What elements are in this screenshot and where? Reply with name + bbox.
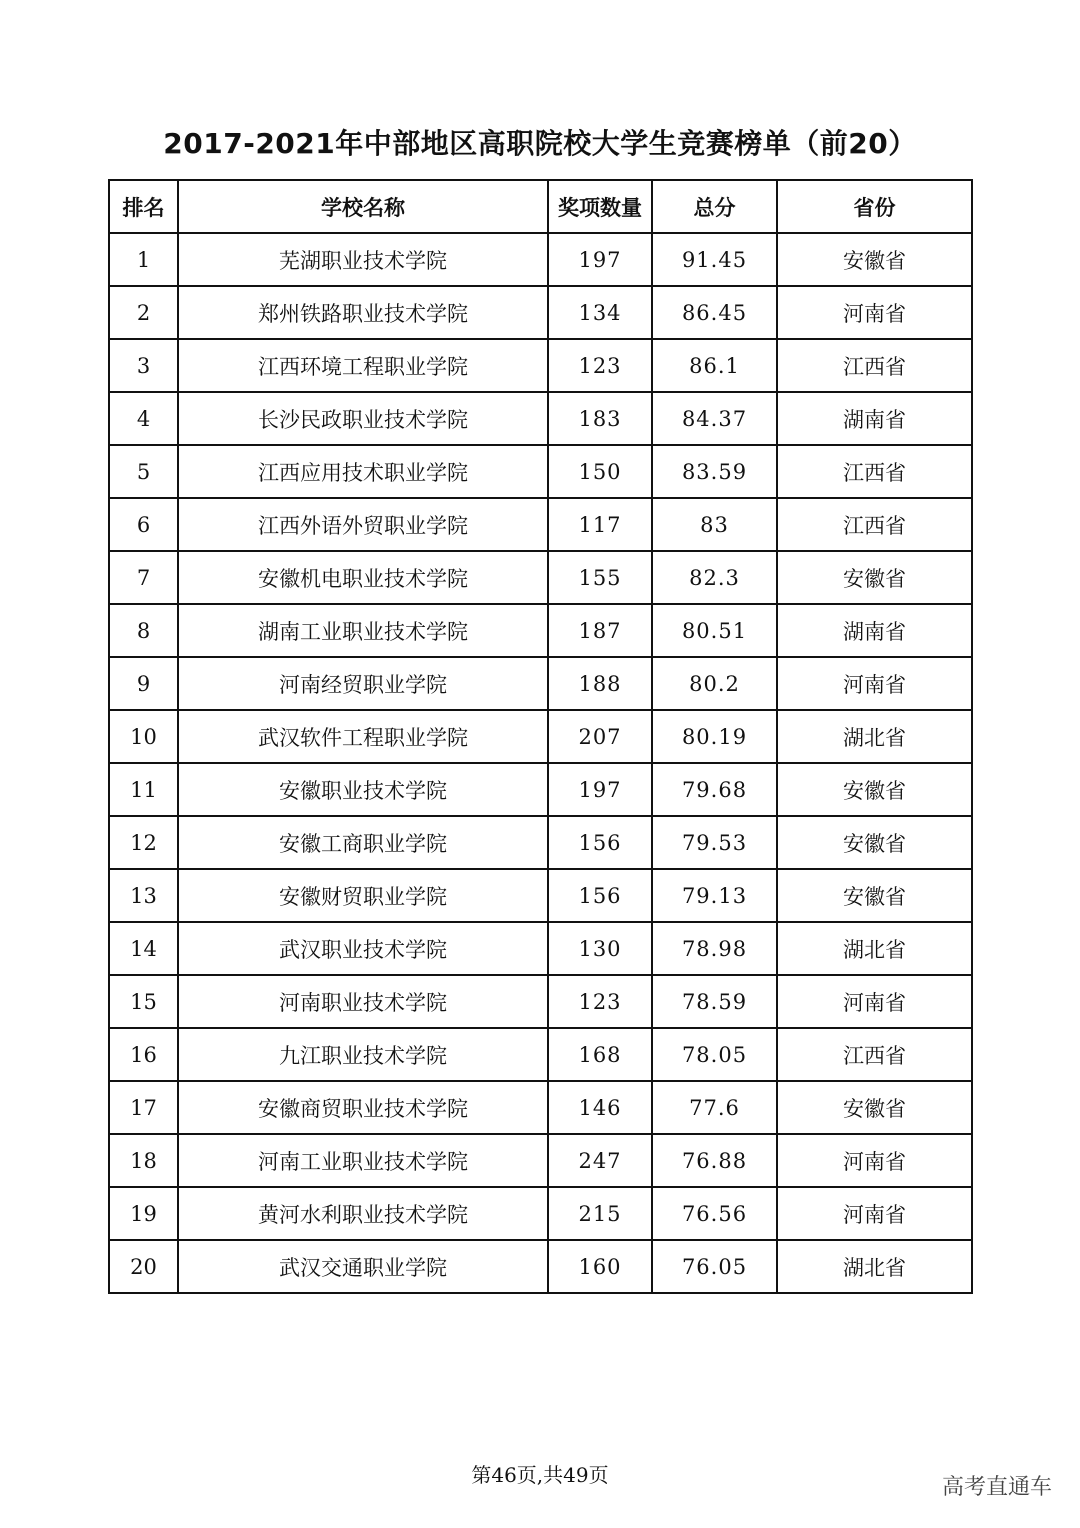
- cell-rank: 16: [109, 1028, 178, 1081]
- cell-school-name: 安徽商贸职业技术学院: [178, 1081, 548, 1134]
- cell-total-score: 79.68: [652, 763, 777, 816]
- cell-school-name: 芜湖职业技术学院: [178, 233, 548, 286]
- cell-school-name: 湖南工业职业技术学院: [178, 604, 548, 657]
- table-row: [109, 286, 972, 339]
- cell-province: 江西省: [777, 339, 972, 392]
- cell-award-count: 168: [548, 1028, 652, 1081]
- watermark: 高考直通车: [941, 1475, 1052, 1500]
- cell-total-score: 83: [652, 498, 777, 551]
- cell-total-score: 79.13: [652, 869, 777, 922]
- cell-rank: 6: [109, 498, 178, 551]
- cell-award-count: 160: [548, 1240, 652, 1293]
- cell-total-score: 76.56: [652, 1187, 777, 1240]
- table-row: [109, 1028, 972, 1081]
- table-body: [109, 233, 972, 1293]
- cell-school-name: 郑州铁路职业技术学院: [178, 286, 548, 339]
- cell-rank: 14: [109, 922, 178, 975]
- header-school-name: 学校名称: [178, 180, 548, 233]
- cell-province: 河南省: [777, 657, 972, 710]
- cell-school-name: 长沙民政职业技术学院: [178, 392, 548, 445]
- cell-award-count: 215: [548, 1187, 652, 1240]
- table-row: [109, 498, 972, 551]
- cell-total-score: 86.1: [652, 339, 777, 392]
- table-row: [109, 869, 972, 922]
- cell-province: 湖北省: [777, 1240, 972, 1293]
- cell-rank: 11: [109, 763, 178, 816]
- cell-province: 安徽省: [777, 816, 972, 869]
- cell-rank: 18: [109, 1134, 178, 1187]
- table-row: [109, 392, 972, 445]
- cell-school-name: 河南工业职业技术学院: [178, 1134, 548, 1187]
- cell-school-name: 安徽职业技术学院: [178, 763, 548, 816]
- cell-rank: 15: [109, 975, 178, 1028]
- header-award-count: 奖项数量: [548, 180, 652, 233]
- cell-award-count: 183: [548, 392, 652, 445]
- cell-rank: 20: [109, 1240, 178, 1293]
- cell-school-name: 安徽机电职业技术学院: [178, 551, 548, 604]
- table-row: [109, 604, 972, 657]
- cell-province: 安徽省: [777, 233, 972, 286]
- cell-rank: 8: [109, 604, 178, 657]
- cell-school-name: 安徽财贸职业学院: [178, 869, 548, 922]
- cell-award-count: 117: [548, 498, 652, 551]
- table-row: [109, 1134, 972, 1187]
- cell-rank: 2: [109, 286, 178, 339]
- cell-school-name: 黄河水利职业技术学院: [178, 1187, 548, 1240]
- cell-award-count: 156: [548, 869, 652, 922]
- cell-award-count: 123: [548, 339, 652, 392]
- table-header-row: [109, 180, 972, 233]
- cell-province: 湖北省: [777, 922, 972, 975]
- cell-total-score: 80.51: [652, 604, 777, 657]
- cell-province: 安徽省: [777, 763, 972, 816]
- cell-rank: 19: [109, 1187, 178, 1240]
- cell-total-score: 84.37: [652, 392, 777, 445]
- cell-total-score: 76.05: [652, 1240, 777, 1293]
- header-rank: 排名: [109, 180, 178, 233]
- cell-total-score: 86.45: [652, 286, 777, 339]
- cell-school-name: 江西外语外贸职业学院: [178, 498, 548, 551]
- cell-total-score: 80.19: [652, 710, 777, 763]
- cell-school-name: 安徽工商职业学院: [178, 816, 548, 869]
- table-row: [109, 975, 972, 1028]
- header-total-score: 总分: [652, 180, 777, 233]
- cell-school-name: 武汉交通职业学院: [178, 1240, 548, 1293]
- table-row: [109, 657, 972, 710]
- page-footer: 第46页,共49页: [471, 1463, 609, 1487]
- ranking-table: [108, 179, 973, 1294]
- cell-total-score: 78.98: [652, 922, 777, 975]
- cell-total-score: 83.59: [652, 445, 777, 498]
- table-row: [109, 445, 972, 498]
- cell-rank: 17: [109, 1081, 178, 1134]
- cell-school-name: 江西环境工程职业学院: [178, 339, 548, 392]
- cell-award-count: 146: [548, 1081, 652, 1134]
- cell-rank: 4: [109, 392, 178, 445]
- cell-total-score: 82.3: [652, 551, 777, 604]
- cell-total-score: 79.53: [652, 816, 777, 869]
- cell-school-name: 武汉职业技术学院: [178, 922, 548, 975]
- cell-province: 河南省: [777, 286, 972, 339]
- table-row: [109, 1081, 972, 1134]
- cell-province: 湖南省: [777, 604, 972, 657]
- cell-school-name: 九江职业技术学院: [178, 1028, 548, 1081]
- cell-total-score: 91.45: [652, 233, 777, 286]
- cell-province: 江西省: [777, 498, 972, 551]
- table-row: [109, 1240, 972, 1293]
- cell-school-name: 武汉软件工程职业学院: [178, 710, 548, 763]
- cell-province: 安徽省: [777, 551, 972, 604]
- cell-rank: 10: [109, 710, 178, 763]
- cell-province: 河南省: [777, 1187, 972, 1240]
- cell-award-count: 134: [548, 286, 652, 339]
- cell-total-score: 78.05: [652, 1028, 777, 1081]
- cell-province: 江西省: [777, 445, 972, 498]
- cell-province: 河南省: [777, 1134, 972, 1187]
- table-row: [109, 339, 972, 392]
- cell-total-score: 80.2: [652, 657, 777, 710]
- cell-rank: 5: [109, 445, 178, 498]
- cell-province: 湖南省: [777, 392, 972, 445]
- cell-award-count: 247: [548, 1134, 652, 1187]
- cell-rank: 9: [109, 657, 178, 710]
- cell-rank: 1: [109, 233, 178, 286]
- cell-province: 安徽省: [777, 1081, 972, 1134]
- page-title: 2017-2021年中部地区高职院校大学生竞赛榜单（前20）: [163, 127, 917, 160]
- cell-school-name: 江西应用技术职业学院: [178, 445, 548, 498]
- cell-province: 江西省: [777, 1028, 972, 1081]
- cell-school-name: 河南职业技术学院: [178, 975, 548, 1028]
- table-row: [109, 816, 972, 869]
- cell-award-count: 156: [548, 816, 652, 869]
- cell-award-count: 187: [548, 604, 652, 657]
- cell-award-count: 150: [548, 445, 652, 498]
- cell-award-count: 155: [548, 551, 652, 604]
- table-row: [109, 763, 972, 816]
- table-row: [109, 1187, 972, 1240]
- header-province: 省份: [777, 180, 972, 233]
- cell-award-count: 123: [548, 975, 652, 1028]
- cell-award-count: 188: [548, 657, 652, 710]
- cell-award-count: 197: [548, 763, 652, 816]
- table-row: [109, 922, 972, 975]
- cell-rank: 3: [109, 339, 178, 392]
- cell-province: 河南省: [777, 975, 972, 1028]
- cell-award-count: 207: [548, 710, 652, 763]
- cell-award-count: 197: [548, 233, 652, 286]
- table-row: [109, 710, 972, 763]
- cell-rank: 13: [109, 869, 178, 922]
- cell-total-score: 78.59: [652, 975, 777, 1028]
- table-row: [109, 551, 972, 604]
- cell-award-count: 130: [548, 922, 652, 975]
- cell-rank: 7: [109, 551, 178, 604]
- table-row: [109, 233, 972, 286]
- cell-rank: 12: [109, 816, 178, 869]
- cell-total-score: 77.6: [652, 1081, 777, 1134]
- cell-school-name: 河南经贸职业学院: [178, 657, 548, 710]
- cell-total-score: 76.88: [652, 1134, 777, 1187]
- cell-province: 安徽省: [777, 869, 972, 922]
- cell-province: 湖北省: [777, 710, 972, 763]
